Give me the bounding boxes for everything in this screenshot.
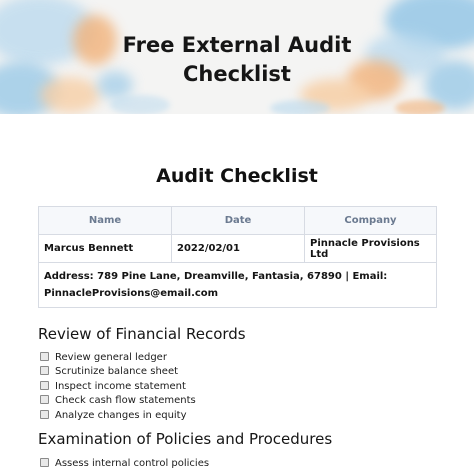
checkbox[interactable] — [40, 458, 49, 467]
section-heading-financial-records: Review of Financial Records — [38, 325, 246, 343]
checklist-policies-procedures — [40, 457, 209, 471]
checkbox[interactable] — [40, 352, 49, 361]
info-table-row — [39, 235, 437, 263]
checkbox[interactable] — [40, 395, 49, 404]
header-banner — [0, 0, 474, 114]
list-item — [40, 409, 196, 423]
info-table — [38, 206, 437, 308]
section-heading-policies-procedures: Examination of Policies and Procedures — [38, 430, 333, 448]
info-table-address-row — [39, 263, 437, 308]
cell-date: 2022/02/01 — [172, 235, 305, 263]
checkbox[interactable] — [40, 381, 49, 390]
header-company: Company — [305, 207, 437, 235]
list-item — [40, 351, 196, 365]
list-item-label: Inspect income statement — [55, 380, 186, 392]
checkbox[interactable] — [40, 410, 49, 419]
list-item — [40, 394, 196, 408]
address-line-1: Address: 789 Pine Lane, Dreamville, Fantasia, 67890 | Email: — [44, 271, 388, 282]
list-item — [40, 380, 196, 394]
banner-title-line-1: Free External Audit — [122, 33, 352, 57]
address-line-2: PinnacleProvisions@email.com — [44, 288, 219, 299]
banner-title-line-2: Checklist — [183, 62, 291, 86]
list-item-label: Scrutinize balance sheet — [55, 366, 179, 378]
cell-name: Marcus Bennett — [39, 235, 172, 263]
list-item — [40, 457, 209, 471]
list-item-label: Assess internal control policies — [55, 458, 210, 469]
list-item-label: Review general ledger — [55, 352, 167, 363]
cell-address — [39, 263, 437, 308]
document-title: Audit Checklist — [156, 165, 318, 187]
list-item-label: Analyze changes in equity — [55, 409, 187, 421]
list-item-label: Check cash flow statements — [55, 395, 196, 407]
header-name: Name — [39, 207, 172, 235]
list-item — [40, 365, 196, 379]
header-date: Date — [172, 207, 305, 235]
info-table-header-row — [39, 207, 437, 235]
checkbox[interactable] — [40, 366, 49, 375]
checklist-financial-records — [40, 351, 196, 423]
cell-company: Pinnacle Provisions Ltd — [305, 235, 437, 263]
banner-title — [0, 31, 474, 89]
